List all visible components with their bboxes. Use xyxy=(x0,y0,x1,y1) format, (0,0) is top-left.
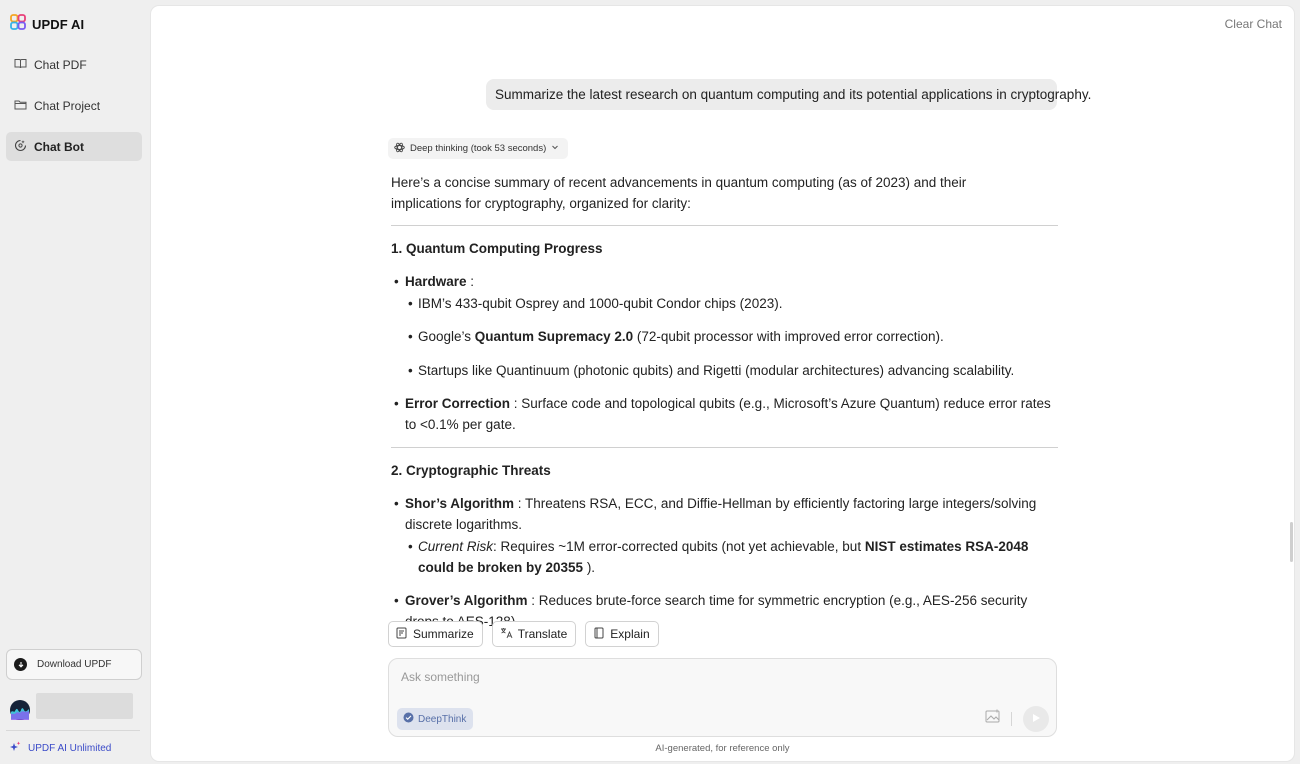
user-message: Summarize the latest research on quantum computing and its potential applications in cryptography. xyxy=(486,79,1057,110)
hardware-label: Hardware xyxy=(405,274,467,289)
summarize-icon xyxy=(396,627,408,642)
list-item xyxy=(391,271,1058,292)
list-item: • Startups like Quantinuum (photonic qubits) and Rigetti (modular architectures) advancing scalability. xyxy=(391,360,1058,381)
hw-item2-prefix: Google’s xyxy=(418,329,475,344)
grover-label: Grover’s Algorithm xyxy=(405,593,528,608)
chevron-down-icon xyxy=(551,143,559,154)
download-icon xyxy=(14,658,27,671)
sparkle-icon xyxy=(10,741,21,755)
ai-unlimited-link[interactable] xyxy=(10,741,111,755)
sidebar xyxy=(0,0,150,764)
risk-text: : Requires ~1M error-corrected qubits (not yet achievable, but xyxy=(493,539,865,554)
hw-item2-bold: Quantum Supremacy 2.0 xyxy=(474,329,634,344)
risk-label: Current Risk xyxy=(418,539,494,554)
ai-disclaimer: AI-generated, for reference only xyxy=(655,743,790,754)
list-item: • IBM’s 433-qubit Osprey and 1000-qubit Condor chips (2023). xyxy=(391,293,1058,314)
book-icon xyxy=(14,57,27,73)
brand-name: UPDF AI xyxy=(32,17,85,32)
summarize-button[interactable] xyxy=(388,621,483,647)
sidebar-item-chat-project[interactable] xyxy=(6,91,142,120)
hardware-suffix: : xyxy=(466,274,475,289)
brand[interactable] xyxy=(10,14,84,35)
translate-icon xyxy=(500,627,513,642)
list-item xyxy=(391,536,1058,578)
translate-button[interactable] xyxy=(492,621,577,647)
explain-button[interactable] xyxy=(585,621,658,647)
deepthink-label: DeepThink xyxy=(418,713,467,725)
assistant-answer xyxy=(391,170,1058,629)
deep-thinking-toggle[interactable] xyxy=(388,138,568,159)
sidebar-divider xyxy=(6,730,140,731)
explain-icon xyxy=(593,627,605,642)
image-upload-icon[interactable] xyxy=(985,709,1001,729)
shor-text: : Threatens RSA, ECC, and Diffie-Hellman by efficiently factoring large integers/solving discrete logarithms. xyxy=(405,496,1037,532)
folder-icon xyxy=(14,98,27,114)
download-label: Download UPDF xyxy=(37,659,112,670)
risk-bold: NIST estimates RSA-2048 could be broken by 20355 xyxy=(418,539,1029,575)
check-circle-icon xyxy=(403,712,414,726)
deepthink-toggle[interactable] xyxy=(397,708,473,730)
list-item xyxy=(391,493,1058,535)
section-title: 1. Quantum Computing Progress xyxy=(391,241,603,256)
updf-logo-icon xyxy=(10,14,26,35)
send-icon xyxy=(1031,710,1041,728)
error-correction-label: Error Correction xyxy=(405,396,511,411)
username-placeholder xyxy=(36,693,133,719)
chat-input[interactable] xyxy=(401,670,961,684)
summarize-label: Summarize xyxy=(413,627,474,641)
error-correction-text: : Surface code and topological qubits (e.g., Microsoft’s Azure Quantum) reduce error rates to <0.1% per gate. xyxy=(405,396,1051,432)
grover-text: : Reduces brute-force search time for symmetric encryption (e.g., AES-256 security AES-128). xyxy=(456,593,1028,629)
chat-panel xyxy=(151,6,1294,761)
divider xyxy=(391,447,1058,448)
section-title: 2. Cryptographic Threats xyxy=(391,463,551,478)
unlimited-label: UPDF AI Unlimited xyxy=(28,742,112,754)
quick-actions xyxy=(388,621,659,647)
sidebar-item-label: Chat Bot xyxy=(34,139,84,154)
hw-item2-suffix: (72-qubit processor with improved error correction). xyxy=(633,329,944,344)
sidebar-item-label: Chat PDF xyxy=(34,57,87,72)
separator xyxy=(1011,712,1012,726)
scrollbar[interactable] xyxy=(1290,522,1293,562)
sidebar-item-chat-bot[interactable] xyxy=(6,132,142,161)
clear-chat-button[interactable]: Clear Chat xyxy=(1224,17,1282,31)
chat-input-box xyxy=(388,658,1057,737)
translate-label: Translate xyxy=(517,627,568,641)
send-button[interactable] xyxy=(1023,706,1049,732)
list-item xyxy=(391,326,1058,347)
bot-icon xyxy=(14,139,27,155)
list-item xyxy=(391,393,1058,435)
deep-thinking-label: Deep thinking (took 53 seconds) xyxy=(410,143,547,154)
avatar[interactable] xyxy=(10,700,30,720)
sidebar-item-chat-pdf[interactable] xyxy=(6,50,142,79)
risk-end: ). xyxy=(583,560,596,575)
answer-intro: Here’s a concise summary of recent advancements in quantum computing (as of 2023) and their implications for cryptography, organized for clarity: xyxy=(391,175,967,211)
divider xyxy=(391,225,1058,226)
explain-label: Explain xyxy=(610,627,650,641)
sidebar-item-label: Chat Project xyxy=(34,98,101,113)
atom-icon xyxy=(394,142,405,156)
download-updf-button[interactable] xyxy=(6,649,142,680)
shor-label: Shor’s Algorithm xyxy=(405,496,515,511)
